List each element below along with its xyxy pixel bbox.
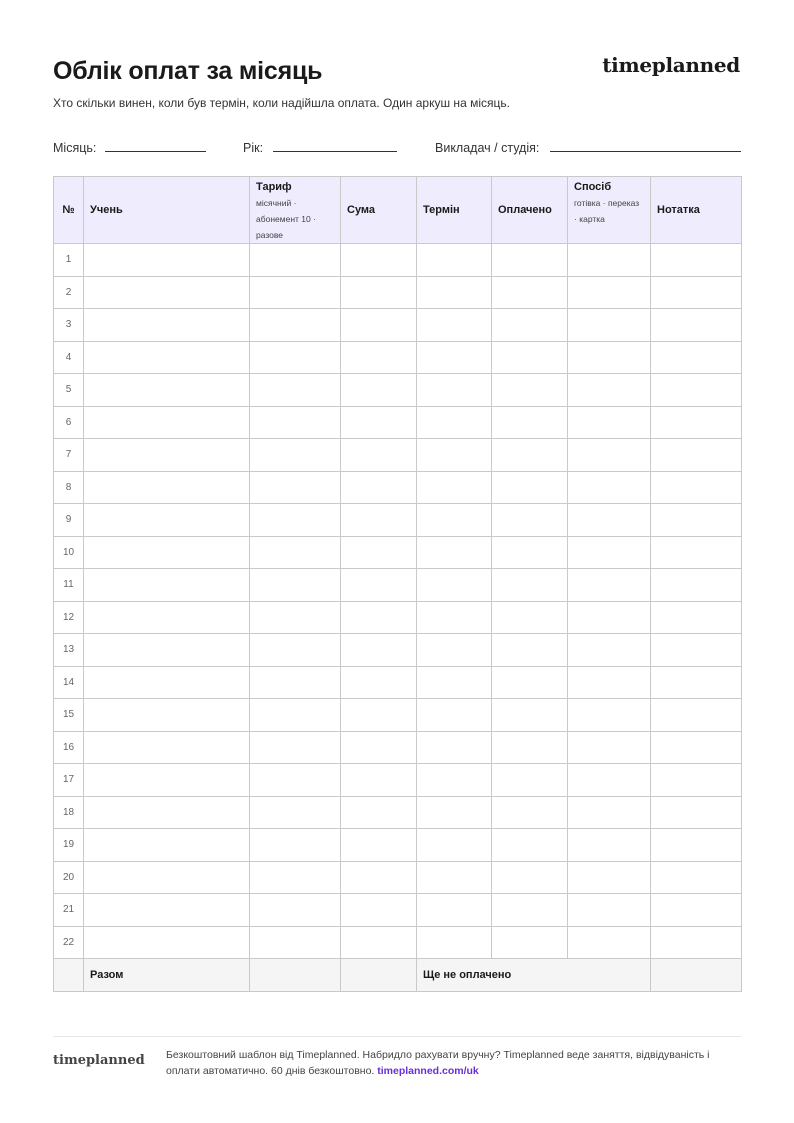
note-cell[interactable] (651, 634, 742, 667)
col-header-method-label: Спосіб (574, 181, 612, 193)
table-row (54, 894, 742, 927)
sum-cell[interactable] (341, 309, 417, 342)
method-cell[interactable] (568, 276, 651, 309)
total-cell-tariff[interactable] (250, 959, 341, 992)
due-cell[interactable] (417, 861, 492, 894)
student-cell[interactable] (84, 829, 250, 862)
teacher-label: Викладач / студія: (435, 141, 540, 155)
year-label: Рік: (243, 141, 264, 155)
footer-text: Безкоштовний шаблон від Timeplanned. Набридло рахувати вручну? Timeplanned веде заняття, відвідуваність і оплати автоматично. 60 днів безкоштовно. (166, 1049, 710, 1077)
method-cell[interactable] (568, 406, 651, 439)
tariff-cell[interactable] (250, 471, 341, 504)
paid-cell[interactable] (492, 471, 568, 504)
table-header-row (54, 177, 742, 244)
col-header-tariff-options: місячний · абонемент 10 · разове (256, 198, 316, 240)
method-cell[interactable] (568, 829, 651, 862)
footer-link[interactable]: timeplanned.com/uk (377, 1064, 479, 1077)
table-row (54, 536, 742, 569)
sum-cell[interactable] (341, 699, 417, 732)
row-number: 6 (54, 406, 84, 439)
tariff-cell[interactable] (250, 536, 341, 569)
note-cell[interactable] (651, 341, 742, 374)
due-cell[interactable] (417, 471, 492, 504)
brand-logo: timeplanned (602, 53, 740, 77)
table-row (54, 634, 742, 667)
due-cell[interactable] (417, 634, 492, 667)
method-cell[interactable] (568, 374, 651, 407)
row-number: 1 (54, 244, 84, 277)
paid-cell[interactable] (492, 699, 568, 732)
method-cell[interactable] (568, 439, 651, 472)
paid-cell[interactable] (492, 244, 568, 277)
student-cell[interactable] (84, 764, 250, 797)
note-cell[interactable] (651, 829, 742, 862)
note-cell[interactable] (651, 374, 742, 407)
row-number: 3 (54, 309, 84, 342)
row-number: 11 (54, 569, 84, 602)
note-cell[interactable] (651, 861, 742, 894)
student-cell[interactable] (84, 894, 250, 927)
table-row (54, 309, 742, 342)
col-header-num: № (54, 177, 84, 244)
due-cell[interactable] (417, 829, 492, 862)
paid-cell[interactable] (492, 406, 568, 439)
table-row (54, 569, 742, 602)
tariff-cell[interactable] (250, 894, 341, 927)
due-cell[interactable] (417, 666, 492, 699)
sum-cell[interactable] (341, 666, 417, 699)
col-header-student: Учень (84, 177, 250, 244)
row-number: 2 (54, 276, 84, 309)
sum-cell[interactable] (341, 861, 417, 894)
sum-cell[interactable] (341, 731, 417, 764)
method-cell[interactable] (568, 634, 651, 667)
table-row (54, 601, 742, 634)
method-cell[interactable] (568, 699, 651, 732)
paid-cell[interactable] (492, 731, 568, 764)
table-row (54, 439, 742, 472)
due-cell[interactable] (417, 374, 492, 407)
student-cell[interactable] (84, 374, 250, 407)
paid-cell[interactable] (492, 569, 568, 602)
total-row (54, 959, 742, 992)
footer-brand-logo: timeplanned (53, 1053, 145, 1068)
method-cell[interactable] (568, 894, 651, 927)
note-cell[interactable] (651, 244, 742, 277)
tariff-cell[interactable] (250, 569, 341, 602)
paid-cell[interactable] (492, 764, 568, 797)
student-cell[interactable] (84, 699, 250, 732)
col-header-tariff-label: Тариф (256, 181, 292, 193)
student-cell[interactable] (84, 244, 250, 277)
row-number: 20 (54, 861, 84, 894)
due-cell[interactable] (417, 309, 492, 342)
col-header-paid: Оплачено (492, 177, 568, 244)
table-row (54, 471, 742, 504)
table-row (54, 406, 742, 439)
row-number: 19 (54, 829, 84, 862)
student-cell[interactable] (84, 276, 250, 309)
student-cell[interactable] (84, 341, 250, 374)
sum-cell[interactable] (341, 764, 417, 797)
note-cell[interactable] (651, 666, 742, 699)
paid-cell[interactable] (492, 276, 568, 309)
row-number: 18 (54, 796, 84, 829)
paid-cell[interactable] (492, 861, 568, 894)
paid-cell[interactable] (492, 309, 568, 342)
tariff-cell[interactable] (250, 276, 341, 309)
sum-cell[interactable] (341, 406, 417, 439)
row-number: 17 (54, 764, 84, 797)
student-cell[interactable] (84, 406, 250, 439)
tariff-cell[interactable] (250, 504, 341, 537)
method-cell[interactable] (568, 341, 651, 374)
method-cell[interactable] (568, 471, 651, 504)
due-cell[interactable] (417, 894, 492, 927)
row-number: 4 (54, 341, 84, 374)
paid-cell[interactable] (492, 894, 568, 927)
footer-divider (53, 1036, 741, 1037)
tariff-cell[interactable] (250, 439, 341, 472)
note-cell[interactable] (651, 926, 742, 959)
student-cell[interactable] (84, 796, 250, 829)
year-field[interactable] (273, 151, 397, 152)
sum-cell[interactable] (341, 536, 417, 569)
due-cell[interactable] (417, 504, 492, 537)
paid-cell[interactable] (492, 341, 568, 374)
sum-cell[interactable] (341, 634, 417, 667)
due-cell[interactable] (417, 699, 492, 732)
page-title: Облік оплат за місяць (53, 57, 323, 85)
paid-cell[interactable] (492, 796, 568, 829)
tariff-cell[interactable] (250, 731, 341, 764)
sum-cell[interactable] (341, 244, 417, 277)
due-cell[interactable] (417, 926, 492, 959)
table-row (54, 926, 742, 959)
tariff-cell[interactable] (250, 374, 341, 407)
row-number: 7 (54, 439, 84, 472)
note-cell[interactable] (651, 471, 742, 504)
page-subtitle: Хто скільки винен, коли був термін, коли надійшла оплата. Один аркуш на місяць. (53, 96, 510, 110)
paid-cell[interactable] (492, 601, 568, 634)
note-cell[interactable] (651, 439, 742, 472)
month-label: Місяць: (53, 141, 97, 155)
student-cell[interactable] (84, 536, 250, 569)
table-row (54, 504, 742, 537)
table-row (54, 276, 742, 309)
note-cell[interactable] (651, 406, 742, 439)
method-cell[interactable] (568, 861, 651, 894)
method-cell[interactable] (568, 536, 651, 569)
due-cell[interactable] (417, 764, 492, 797)
table-row (54, 861, 742, 894)
paid-cell[interactable] (492, 634, 568, 667)
row-number: 15 (54, 699, 84, 732)
sum-cell[interactable] (341, 471, 417, 504)
table-row (54, 796, 742, 829)
note-cell[interactable] (651, 764, 742, 797)
student-cell[interactable] (84, 861, 250, 894)
sum-cell[interactable] (341, 374, 417, 407)
table-row (54, 699, 742, 732)
note-cell[interactable] (651, 569, 742, 602)
tariff-cell[interactable] (250, 601, 341, 634)
student-cell[interactable] (84, 504, 250, 537)
total-label: Разом (84, 959, 250, 992)
paid-cell[interactable] (492, 374, 568, 407)
note-cell[interactable] (651, 731, 742, 764)
row-number: 14 (54, 666, 84, 699)
note-cell[interactable] (651, 601, 742, 634)
student-cell[interactable] (84, 634, 250, 667)
row-number: 9 (54, 504, 84, 537)
student-cell[interactable] (84, 309, 250, 342)
payments-table (53, 176, 742, 992)
paid-cell[interactable] (492, 666, 568, 699)
student-cell[interactable] (84, 471, 250, 504)
paid-cell[interactable] (492, 926, 568, 959)
row-number: 8 (54, 471, 84, 504)
row-number: 5 (54, 374, 84, 407)
tariff-cell[interactable] (250, 699, 341, 732)
paid-cell[interactable] (492, 504, 568, 537)
student-cell[interactable] (84, 731, 250, 764)
sum-cell[interactable] (341, 926, 417, 959)
due-cell[interactable] (417, 601, 492, 634)
due-cell[interactable] (417, 796, 492, 829)
sum-cell[interactable] (341, 439, 417, 472)
footer-note (166, 1048, 741, 1079)
student-cell[interactable] (84, 601, 250, 634)
tariff-cell[interactable] (250, 796, 341, 829)
col-header-method-options: готівка · переказ · картка (574, 198, 640, 224)
sum-cell[interactable] (341, 894, 417, 927)
method-cell[interactable] (568, 601, 651, 634)
due-cell[interactable] (417, 276, 492, 309)
student-cell[interactable] (84, 666, 250, 699)
tariff-cell[interactable] (250, 861, 341, 894)
total-cell-num (54, 959, 84, 992)
student-cell[interactable] (84, 439, 250, 472)
sum-cell[interactable] (341, 504, 417, 537)
method-cell[interactable] (568, 504, 651, 537)
method-cell[interactable] (568, 731, 651, 764)
method-cell[interactable] (568, 569, 651, 602)
tariff-cell[interactable] (250, 666, 341, 699)
sum-cell[interactable] (341, 796, 417, 829)
tariff-cell[interactable] (250, 926, 341, 959)
row-number: 13 (54, 634, 84, 667)
method-cell[interactable] (568, 666, 651, 699)
due-cell[interactable] (417, 731, 492, 764)
due-cell[interactable] (417, 439, 492, 472)
table-row (54, 374, 742, 407)
due-cell[interactable] (417, 536, 492, 569)
table-row (54, 764, 742, 797)
due-cell[interactable] (417, 569, 492, 602)
row-number: 16 (54, 731, 84, 764)
unpaid-label: Ще не оплачено (417, 959, 651, 992)
col-header-sum: Сума (341, 177, 417, 244)
paid-cell[interactable] (492, 536, 568, 569)
paid-cell[interactable] (492, 829, 568, 862)
paid-cell[interactable] (492, 439, 568, 472)
col-header-note: Нотатка (651, 177, 742, 244)
sum-cell[interactable] (341, 276, 417, 309)
student-cell[interactable] (84, 569, 250, 602)
row-number: 21 (54, 894, 84, 927)
note-cell[interactable] (651, 699, 742, 732)
col-header-due: Термін (417, 177, 492, 244)
method-cell[interactable] (568, 244, 651, 277)
sum-cell[interactable] (341, 341, 417, 374)
method-cell[interactable] (568, 309, 651, 342)
tariff-cell[interactable] (250, 244, 341, 277)
table-row (54, 829, 742, 862)
table-row (54, 244, 742, 277)
note-cell[interactable] (651, 894, 742, 927)
table-row (54, 666, 742, 699)
note-cell[interactable] (651, 276, 742, 309)
col-header-method (568, 177, 651, 244)
note-cell[interactable] (651, 536, 742, 569)
total-cell-sum[interactable] (341, 959, 417, 992)
table-row (54, 731, 742, 764)
teacher-field[interactable] (550, 151, 741, 152)
sum-cell[interactable] (341, 601, 417, 634)
method-cell[interactable] (568, 796, 651, 829)
sum-cell[interactable] (341, 569, 417, 602)
note-cell[interactable] (651, 796, 742, 829)
method-cell[interactable] (568, 926, 651, 959)
unpaid-cell-value[interactable] (651, 959, 742, 992)
note-cell[interactable] (651, 504, 742, 537)
row-number: 12 (54, 601, 84, 634)
tariff-cell[interactable] (250, 829, 341, 862)
tariff-cell[interactable] (250, 341, 341, 374)
row-number: 10 (54, 536, 84, 569)
due-cell[interactable] (417, 406, 492, 439)
method-cell[interactable] (568, 764, 651, 797)
sum-cell[interactable] (341, 829, 417, 862)
month-field[interactable] (105, 151, 206, 152)
tariff-cell[interactable] (250, 406, 341, 439)
due-cell[interactable] (417, 341, 492, 374)
student-cell[interactable] (84, 926, 250, 959)
tariff-cell[interactable] (250, 634, 341, 667)
tariff-cell[interactable] (250, 309, 341, 342)
row-number: 22 (54, 926, 84, 959)
col-header-tariff (250, 177, 341, 244)
due-cell[interactable] (417, 244, 492, 277)
tariff-cell[interactable] (250, 764, 341, 797)
table-row (54, 341, 742, 374)
note-cell[interactable] (651, 309, 742, 342)
